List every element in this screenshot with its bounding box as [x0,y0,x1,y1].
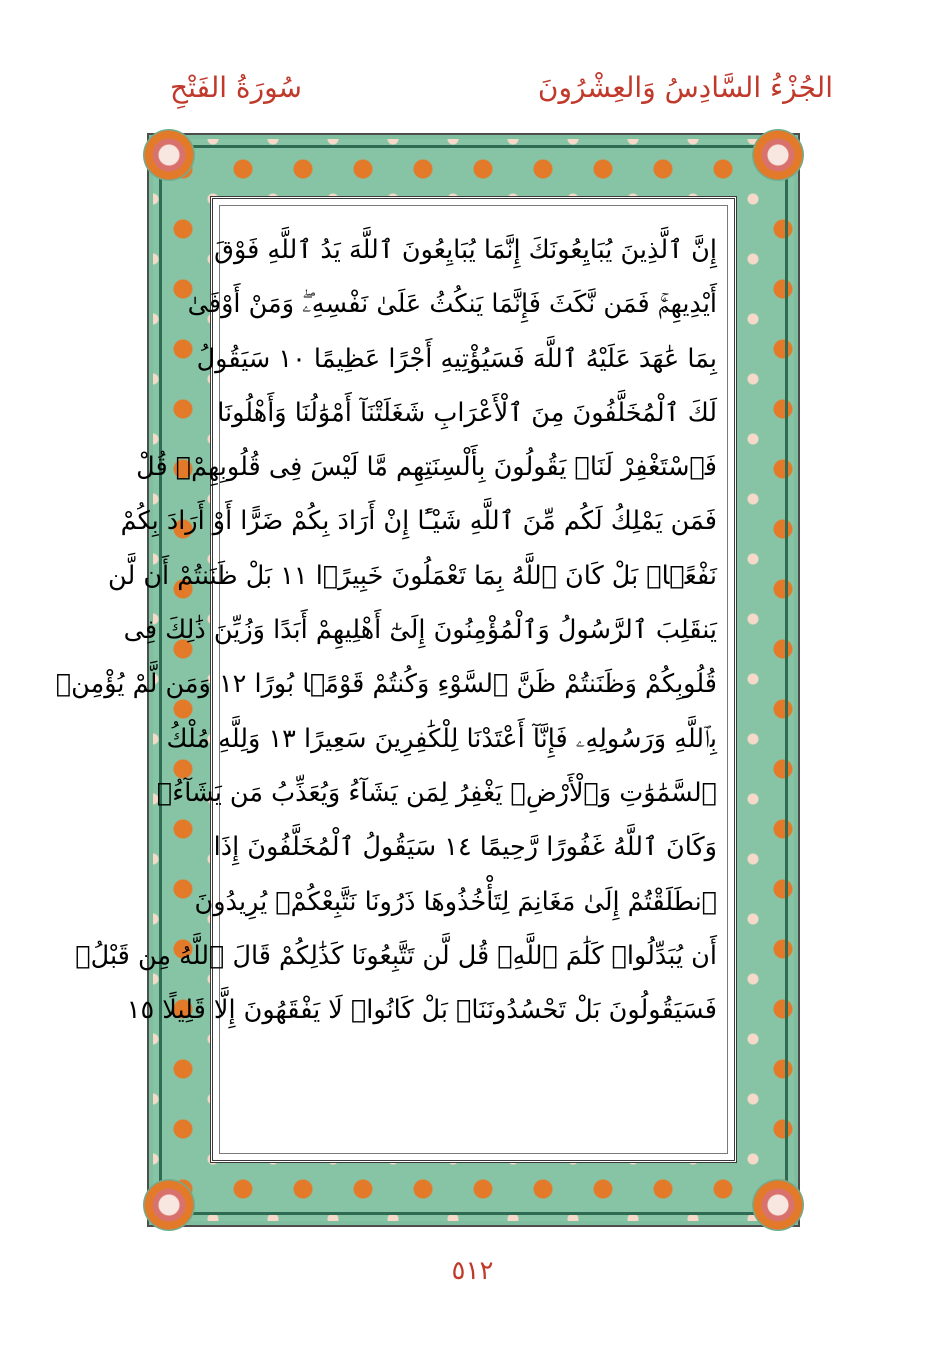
verse-line: ٱلسَّمَٰوَٰتِ وَٱلْأَرْضِۚ يَغْفِرُ لِمَن يَشَآءُ وَيُعَذِّبُ مَن يَشَآءُۚ [156,777,717,808]
verse-line: فَٱسْتَغْفِرْ لَنَاۚ يَقُولُونَ بِأَلْسِنَتِهِم مَّا لَيْسَ فِى قُلُوبِهِمْۚ قُلْ [136,452,717,483]
corner-rosette-icon [752,1179,804,1231]
surah-title: سُورَةُ الفَتْحِ [170,71,303,104]
verse-line: أَن يُبَدِّلُوا۟ كَلَٰمَ ٱللَّهِۚ قُل لَّن تَتَّبِعُونَا كَذَٰلِكُمْ قَالَ ٱللَّهُ مِن قَبْلُۖ [75,940,717,971]
verse-line: فَمَن يَمْلِكُ لَكُم مِّنَ ٱللَّهِ شَيْـًٔا إِنْ أَرَادَ بِكُمْ ضَرًّا أَوْ أَرَادَ بِكُمْ [120,506,717,537]
verse-line: إِنَّ ٱلَّذِينَ يُبَايِعُونَكَ إِنَّمَا يُبَايِعُونَ ٱللَّهَ يَدُ ٱللَّهِ فَوْقَ [214,235,717,265]
verse-line: قُلُوبِكُمْ وَظَنَنتُمْ ظَنَّ ٱلسَّوْءِ وَكُنتُمْ قَوْمًۢا بُورًا ١٢ وَمَن لَّمْ يُؤْمِنۢ [55,669,717,700]
verse-line: لَكَ ٱلْمُخَلَّفُونَ مِنَ ٱلْأَعْرَابِ شَغَلَتْنَآ أَمْوَٰلُنَا وَأَهْلُونَا [217,397,717,428]
verse-lines [55,223,717,1037]
page-number: ٥١٢ [451,1256,494,1286]
corner-rosette-icon [143,129,195,181]
verse-line: ٱنطَلَقْتُمْ إِلَىٰ مَغَانِمَ لِتَأْخُذُوهَا ذَرُونَا نَتَّبِعْكُمْۖ يُرِيدُونَ [194,886,717,917]
verse-line: يَنقَلِبَ ٱلرَّسُولُ وَٱلْمُؤْمِنُونَ إِلَىٰٓ أَهْلِيهِمْ أَبَدًا وَزُيِّنَ ذَٰلِكَ فِى [123,615,717,646]
verse-line: نَفْعًۢاۚ بَلْ كَانَ ٱللَّهُ بِمَا تَعْمَلُونَ خَبِيرًۢا ١١ بَلْ ظَنَنتُمْ أَن لَّن [108,560,717,591]
verse-line: بِمَا عَٰهَدَ عَلَيْهُ ٱللَّهَ فَسَيُؤْتِيهِ أَجْرًا عَظِيمًا ١٠ سَيَقُولُ [196,343,717,374]
verse-line: فَسَيَقُولُونَ بَلْ تَحْسُدُونَنَاۚ بَلْ كَانُوا۟ لَا يَفْقَهُونَ إِلَّا قَلِيلًا ١٥ [126,995,717,1026]
verse-line: بِٱللَّهِ وَرَسُولِهِۦ فَإِنَّآ أَعْتَدْنَا لِلْكَٰفِرِينَ سَعِيرًا ١٣ وَلِلَّهِ مُلْكُ [166,723,717,754]
verse-line: وَكَانَ ٱللَّهُ غَفُورًا رَّحِيمًا ١٤ سَيَقُولُ ٱلْمُخَلَّفُونَ إِذَا [213,832,717,863]
verse-line: أَيْدِيهِمْۚ فَمَن نَّكَثَ فَإِنَّمَا يَنكُثُ عَلَىٰ نَفْسِهِۦۖ وَمَنْ أَوْفَىٰ [187,289,717,320]
juz-title: الجُزْءُ السَّادِسُ وَالعِشْرُونَ [537,71,833,104]
corner-rosette-icon [143,1179,195,1231]
corner-rosette-icon [752,129,804,181]
